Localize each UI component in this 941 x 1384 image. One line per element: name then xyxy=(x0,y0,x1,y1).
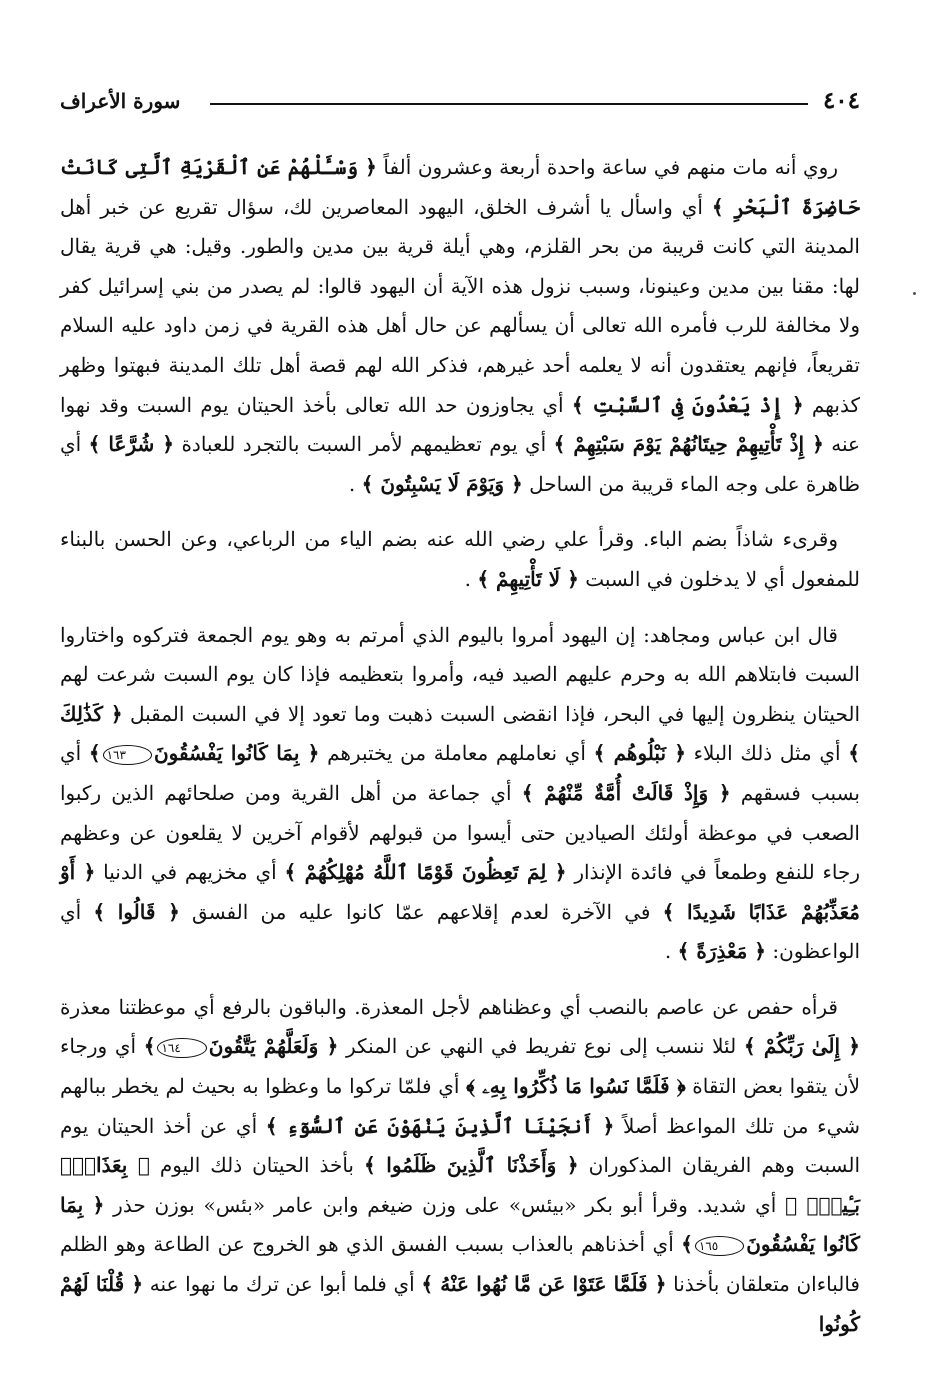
quran-quote: ﴾ xyxy=(143,1034,156,1059)
quran-quote: ﴿ نَبْلُوهُم ﴾ xyxy=(593,741,686,766)
commentary-text: بأخذ الحيتان ذلك اليوم xyxy=(149,1153,364,1178)
paragraph xyxy=(60,616,860,972)
commentary-text: أي مخزيهم في الدنيا xyxy=(95,860,285,885)
quran-quote: ﴿ بِعَذَابٍۭ بَـِٔيسٍۭ ﴾ xyxy=(60,1153,861,1217)
header-rule xyxy=(210,103,808,105)
quran-quote: ﴾ xyxy=(88,741,101,766)
quran-quote: ﴿ قَالُوا ﴾ xyxy=(93,899,180,924)
verse-number-marker: ١٦٥ xyxy=(695,1236,744,1256)
commentary-text: أي ظاهرة على وجه الماء قريبة من الساحل xyxy=(60,432,860,496)
commentary-text: أي يجاوزون حد الله تعالى بأخذ الحيتان يوم السبت وقد نهوا عنه xyxy=(60,392,860,457)
commentary-text: أي بسبب فسقهم xyxy=(60,741,860,805)
quran-quote: ﴿ لِمَ تَعِظُونَ قَوْمًا ٱللَّهُ مُهْلِكُهُمْ ﴾ xyxy=(284,860,567,885)
commentary-text: . xyxy=(664,939,678,964)
page-number: ٤٠٤ xyxy=(822,87,860,114)
commentary-text: أي واسأل يا أشرف الخلق، اليهود المعاصرين لك، سؤال تقريع عن خبر أهل المدينة التي كانت قريبة من بحر القلزم، وهي أيلة قرية بين مدين والطور. وقيل: هي قرية يقال لها: مقنا بين مدين وعينونا، وسبب نزول هذه الآية أن اليهود قالوا: لم يصدر من بني إسرائيل كفر ولا مخالفة للرب فأمره الله تعالى أن يسألهم عن حال أهل هذه القرية في زمن داود عليه السلام تقريعاً، فإنهم يعتقدون أنه لا يعلمه أحد غيرهم، فذكر الله لهم قصة أهل تلك المدينة فبهتوا وظهر كذبهم xyxy=(60,194,860,417)
commentary-text: لئلا ننسب إلى نوع تفريط في النهي عن المنكر xyxy=(338,1034,744,1059)
verse-number-marker: ١٦٤ xyxy=(157,1038,206,1058)
quran-quote: ﴿ وَإِذْ قَالَتْ أُمَّةٌ مِّنْهُمْ ﴾ xyxy=(521,780,731,805)
commentary-text: . xyxy=(464,566,478,591)
commentary-text: أي الواعظون: xyxy=(60,899,860,964)
commentary-text: أي جماعة من أهل القرية ومن صلحائهم الذين ركبوا الصعب في موعظة أولئك الصيادين حتى أيسوا من قبولهم لأقوام آخرين لا يقلعون عن وعظهم رجاء للنفع وطمعاً في فائدة الإنذار xyxy=(60,780,861,885)
quran-quote: ﴿ قُلْنَا لَهُمْ كُونُوا xyxy=(60,1272,860,1336)
quran-quote: ﴿ وَسْـَٔلْهُمْ عَنِ ٱلْقَرْيَةِ ٱلَّتِى كَانَتْ حَاضِرَةَ ٱلْبَحْرِ ﴾ xyxy=(60,155,860,219)
commentary-text: في الآخرة لعدم إقلاعهم عمّا كانوا عليه من الفسق xyxy=(179,899,663,924)
page-body xyxy=(60,148,860,1344)
quran-quote: ﴿ وَيَوْمَ لَا يَسْبِتُونَ ﴾ xyxy=(361,471,523,496)
quran-quote: ﴿ أَوْ مُعَذِّبُهُمْ عَذَابًا شَدِيدًا ﴾ xyxy=(60,860,860,924)
quran-quote: ﴿ وَلَعَلَّهُمْ يَتَّقُونَ xyxy=(208,1034,339,1059)
commentary-text: . xyxy=(348,471,362,496)
commentary-text: وقرىء شاذاً بضم الباء. وقرأ علي رضي الله عنه بضم الياء من الرباعي، وعن الحسن بالبناء للمفعول أي لا يدخلون في السبت xyxy=(60,527,860,591)
commentary-text: أي مثل ذلك البلاء xyxy=(686,741,849,766)
paragraph xyxy=(60,520,860,599)
quran-quote: ﴿ لَا تَأْتِيهِمْ ﴾ xyxy=(477,566,579,591)
quran-quote: ﴿ بِمَا كَانُوا يَفْسُقُونَ xyxy=(60,1192,860,1257)
surah-title: سورة الأعراف xyxy=(60,89,181,113)
commentary-text: قال ابن عباس ومجاهد: إن اليهود أمروا باليوم الذي أمرتم به وهو يوم الجمعة فتركوه واختاروا السبت فابتلاهم الله به وحرم عليهم الصيد فيه، وأمروا بتعظيمه فإذا كان يوم السبت شرعت لهم الحيتان ينظرون إليها في البحر، فإذا انقضى السبت ذهبت وما تعود إلا في السبت المقبل xyxy=(60,622,860,726)
quran-quote: ﴿ أَنجَيْنَا ٱلَّذِينَ يَنْهَوْنَ عَنِ ٱلسُّوٓءِ ﴾ xyxy=(265,1113,615,1138)
verse-number-marker: ١٦٣ xyxy=(103,745,152,765)
quran-quote: ﴿ وَأَخَذْنَا ٱلَّذِينَ ظَلَمُوا ﴾ xyxy=(364,1153,579,1178)
quran-quote: ﴿ بِمَا كَانُوا يَفْسُقُونَ xyxy=(153,741,320,766)
quran-quote: ﴿ إِذْ تَأْتِيهِمْ حِيتَانُهُمْ يَوْمَ سَبْتِهِمْ ﴾ xyxy=(553,432,824,457)
quran-quote: ﴿ شُرَّعًا ﴾ xyxy=(88,432,175,457)
commentary-text: أي شديد. وقرأ أبو بكر «بيئس» على وزن ضيغم وابن عامر «بئس» بوزن حذر xyxy=(104,1192,786,1217)
commentary-text: أي ورجاء لأن يتقوا بعض التقاة xyxy=(60,1034,860,1099)
paragraph xyxy=(60,148,860,504)
commentary-text: أي نعاملهم معاملة من يختبرهم xyxy=(319,741,594,766)
commentary-text: أي فلمّا تركوا ما وعظوا به بحيث لم يخطر ببالهم شيء من تلك المواعظ أصلاً xyxy=(60,1074,860,1138)
commentary-text: أي عن أخذ الحيتان يوم السبت وهم الفريقان المذكوران xyxy=(60,1113,860,1178)
quran-quote: ﴿ فَلَمَّا عَتَوْا عَن مَّا نُهُوا عَنْهُ ﴾ xyxy=(421,1272,667,1297)
commentary-text: أي أخذناهم بالعذاب بسبب الفسق الذي هو الخروج عن الطاعة وهو الظلم فالباءان متعلقان بأخذنا xyxy=(60,1232,860,1297)
quran-quote: ﴿ كَذَٰلِكَ ﴾ xyxy=(60,701,860,766)
commentary-text: روي أنه مات منهم في ساعة واحدة أربعة وعشرون ألفاً xyxy=(376,155,838,179)
quran-quote: ﴾ xyxy=(681,1232,693,1257)
commentary-text: قرأه حفص عن عاصم بالنصب أي وعظناهم لأجل المعذرة. والباقون بالرفع أي موعظتنا معذرة xyxy=(60,994,838,1019)
commentary-text: أي يوم تعظيمهم لأمر السبت بالتجرد للعبادة xyxy=(174,432,554,457)
page-header xyxy=(60,86,860,120)
quran-quote: ﴿ إِلَىٰ رَبِّكُمْ ﴾ xyxy=(743,1034,861,1059)
quran-quote: ﴿ مَعْذِرَةً ﴾ xyxy=(677,939,766,964)
commentary-text: أي فلما أبوا عن ترك ما نهوا عنه xyxy=(143,1272,422,1297)
paragraph xyxy=(60,988,860,1344)
quran-quote: ﴿ إِذْ يَعْدُونَ فِى ٱلسَّبْتِ ﴾ xyxy=(571,392,804,417)
quran-quote: ﴿ فَلَمَّا نَسُوا مَا ذُكِّرُوا بِهِۦ ﴾ xyxy=(466,1074,686,1099)
margin-mark xyxy=(913,292,916,295)
